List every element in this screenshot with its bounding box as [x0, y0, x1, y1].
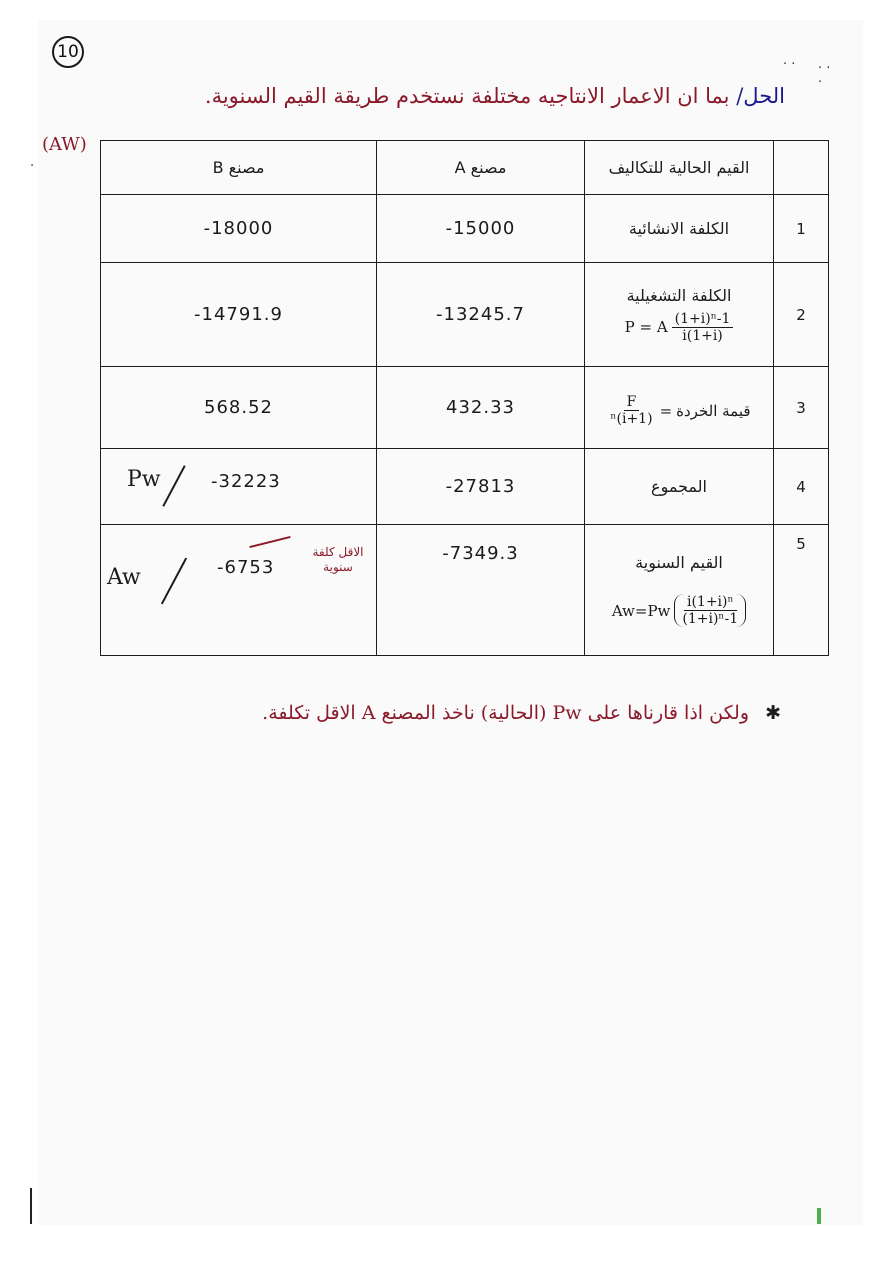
- formula-lhs: Aw=Pw: [611, 601, 671, 620]
- cell-a: 432.33: [377, 367, 585, 449]
- heading-lead: الحل/: [736, 84, 785, 108]
- cell-a: -27813: [377, 449, 585, 525]
- slash-mark: [162, 465, 185, 507]
- margin-dots: · ·: [783, 57, 796, 72]
- value-b: -6753: [217, 557, 275, 578]
- cell-number: 3: [774, 367, 829, 449]
- label-text: القيم السنوية: [635, 553, 723, 572]
- slash-mark: [161, 558, 187, 605]
- formula-numerator: i(1+i)ⁿ: [684, 594, 737, 611]
- cell-label: [585, 263, 774, 367]
- cell-b: -18000: [101, 195, 377, 263]
- conclusion-note: [262, 702, 781, 724]
- heading-text: بما ان الاعمار الانتاجيه مختلفة نستخدم طريقة القيم السنوية.: [204, 84, 730, 108]
- formula-numerator: F: [624, 394, 640, 411]
- table-row: [101, 449, 829, 525]
- cell-b: [101, 525, 377, 656]
- cell-a: -15000: [377, 195, 585, 263]
- cell-b: 568.52: [101, 367, 377, 449]
- formula-numerator: (1+i)ⁿ-1: [672, 311, 734, 328]
- table-row: [101, 195, 829, 263]
- aw-tag: Aw: [107, 565, 141, 590]
- least-cost-note: الاقل كلفة سنوية: [312, 545, 364, 574]
- margin-dots: · · ·: [818, 61, 831, 90]
- page-number: [52, 36, 84, 68]
- cell-a: -7349.3: [377, 525, 585, 656]
- star-icon: ✱: [765, 702, 781, 724]
- formula-denominator: (1+i)ⁿ-1: [682, 611, 739, 627]
- formula-fraction: [607, 394, 655, 427]
- table-header-row: [101, 141, 829, 195]
- margin-line: [30, 1188, 32, 1224]
- header-factory-a: مصنع A: [377, 141, 585, 195]
- cell-number: 4: [774, 449, 829, 525]
- cell-number: 1: [774, 195, 829, 263]
- formula-denominator: (1+i)ⁿ: [610, 411, 653, 427]
- pw-tag: Pw: [127, 467, 161, 492]
- label-text: الكلفة التشغيلية: [626, 285, 732, 305]
- formula-lhs: P = A: [624, 318, 668, 336]
- margin-dots: ·: [30, 159, 35, 174]
- equals-sign: =: [659, 401, 673, 420]
- formula-fraction: [672, 311, 734, 344]
- table-row: [101, 367, 829, 449]
- cell-number: 5: [774, 525, 829, 656]
- formula: [625, 311, 734, 344]
- cell-a: -13245.7: [377, 263, 585, 367]
- formula: [612, 594, 746, 627]
- cell-b: -14791.9: [101, 263, 377, 367]
- conclusion-text: ولكن اذا قارناها على Pw (الحالية) ناخذ المصنع A الاقل تكلفة.: [262, 702, 750, 724]
- cell-label: الكلفة الانشائية: [585, 195, 774, 263]
- formula-parenthesis: [674, 594, 746, 627]
- value-b: -32223: [211, 471, 281, 492]
- cell-label: المجموع: [585, 449, 774, 525]
- cell-number: 2: [774, 263, 829, 367]
- table-row: [101, 263, 829, 367]
- cell-b: [101, 449, 377, 525]
- cell-label: [585, 367, 774, 449]
- header-label: القيم الحالية للتكاليف: [585, 141, 774, 195]
- check-tick-mark: [249, 536, 290, 548]
- label-text: قيمة الخردة: [676, 401, 751, 420]
- table-row: [101, 525, 829, 656]
- method-tag: (AW): [42, 134, 87, 155]
- page-number-text: 10: [57, 42, 79, 62]
- formula-denominator: i(1+i): [682, 327, 723, 344]
- solution-heading: [205, 84, 785, 108]
- cell-label: [585, 525, 774, 656]
- cost-comparison-table: [100, 140, 829, 656]
- formula-fraction: [679, 594, 741, 627]
- header-number: [774, 141, 829, 195]
- highlighter-mark: [817, 1208, 821, 1224]
- header-factory-b: مصنع B: [101, 141, 377, 195]
- formula: [607, 394, 750, 427]
